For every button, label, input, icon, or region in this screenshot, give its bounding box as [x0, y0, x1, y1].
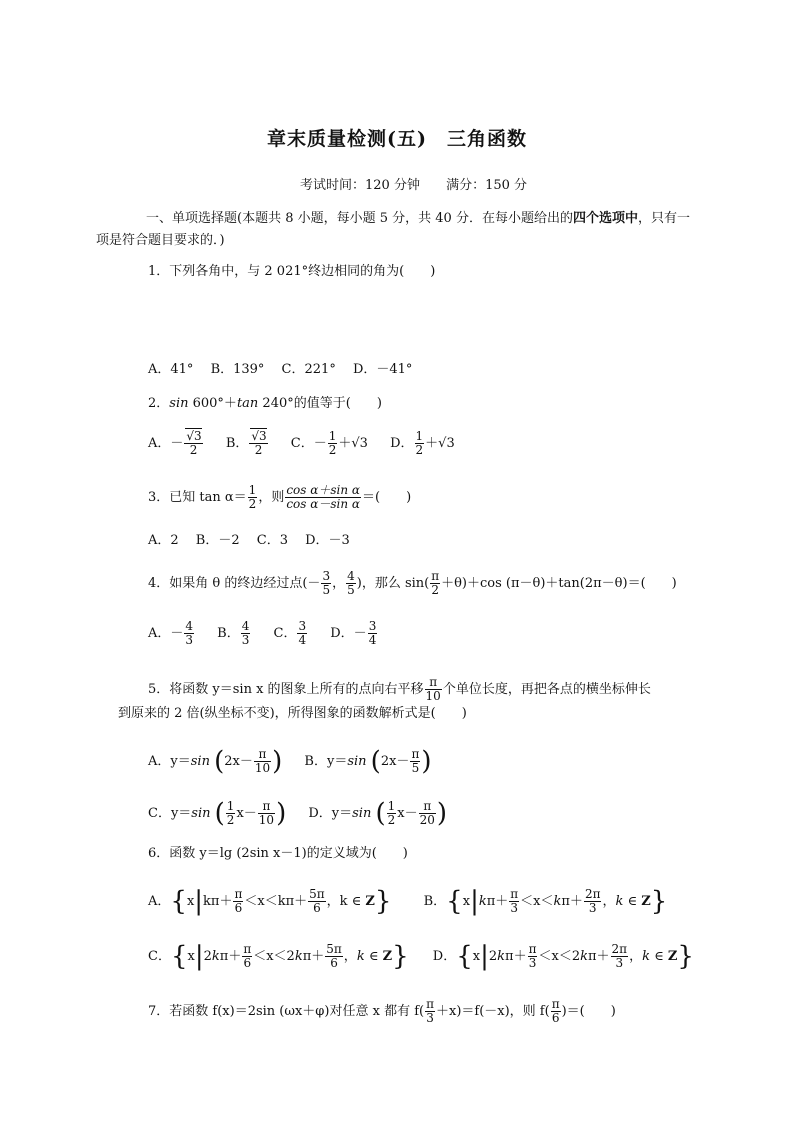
question-6: 6．函数 y＝lg (2sin x－1)的定义域为( ) [148, 846, 408, 861]
question-6-options-cd: C．{x|2kπ＋ $\frac{\pi}{6}$ ＜x＜2kπ＋ $\frac{5\pi}{6}$ ，k ∈ Z} D．{x|2kπ＋ $\frac{\pi}{3}$ ＜x＜2kπ＋ $\frac{2\pi}{3}$ ，k ∈ Z} [148, 941, 694, 972]
question-2-options: A．－ $\frac{√3}{2}$ B． $\frac{√3}{2}$ C．－ $\frac{1}{2}$ ＋√3 D． $\frac{1}{2}$ ＋√3 [148, 429, 455, 457]
question-3-options: A．2 B．－2 C．3 D．－3 [148, 533, 350, 548]
question-3: 3．已知 tan α＝ $\frac{1}{2}$ ，则 $\frac{\text{cos α＋sin α}}{\text{cos α－sin α}}$ ＝( ) [148, 483, 412, 511]
question-6-options-ab: A．{x|kπ＋ $\frac{\pi}{6}$ ＜x＜kπ＋ $\frac{5\pi}{6}$ ，k ∈ Z} B．{x|kπ＋ $\frac{\pi}{3}$ ＜x＜kπ＋ $\frac{2\pi}{3}$ ，k ∈ Z} [148, 886, 668, 917]
section-heading: 一、单项选择题(本题共 8 小题，每小题 5 分，共 40 分．在每小题给出的四个选项中，只有一项是符合题目要求的．) [96, 211, 690, 248]
question-2: 2．sin 600°＋tan 240°的值等于( ) [148, 396, 382, 411]
question-4: 4．如果角 θ 的终边经过点(－ $\frac{3}{5}$ ， $\frac{4}{5}$ )，那么 sin( $\frac{\pi}{2}$ ＋θ)＋cos (π－θ)＋tan(2π－θ)＝( ) [148, 569, 677, 597]
question-5-options-cd: C．y＝sin ( $\frac{1}{2}$ x－ $\frac{\pi}{10}$ ) D．y＝sin ( $\frac{1}{2}$ x－ $\frac{\pi}{20}$ ) [148, 798, 448, 829]
question-5-cont: 到原来的 2 倍(纵坐标不变)，所得图象的函数解析式是( ) [118, 706, 467, 721]
exam-meta [300, 174, 549, 193]
question-5-options-ab: A．y＝sin (2x－ $\frac{\pi}{10}$ ) B．y＝sin (2x－ $\frac{\pi}{5}$ ) [148, 746, 432, 777]
question-5: 5．将函数 y＝sin x 的图象上所有的点向右平移 $\frac{\pi}{10}$ 个单位长度，再把各点的横坐标伸长 [148, 675, 651, 703]
exam-time: 考试时间：120 分钟 [300, 178, 420, 193]
exam-score: 满分：150 分 [446, 178, 528, 193]
question-4-options: A．－ $\frac{4}{3}$ B． $\frac{4}{3}$ C． $\frac{3}{4}$ D．－ $\frac{3}{4}$ [148, 619, 377, 647]
question-1: 1．下列各角中，与 2 021°终边相同的角为( ) [148, 264, 436, 279]
question-1-options: A．41° B．139° C．221° D．－41° [148, 362, 413, 377]
question-7: 7．若函数 f(x)＝2sin (ωx＋φ)对任意 x 都有 f( $\frac{\pi}{3}$ ＋x)＝f(－x)，则 f( $\frac{\pi}{6}$ )＝( ) [148, 997, 616, 1025]
page-title: 章末质量检测(五) 三角函数 [267, 128, 527, 150]
